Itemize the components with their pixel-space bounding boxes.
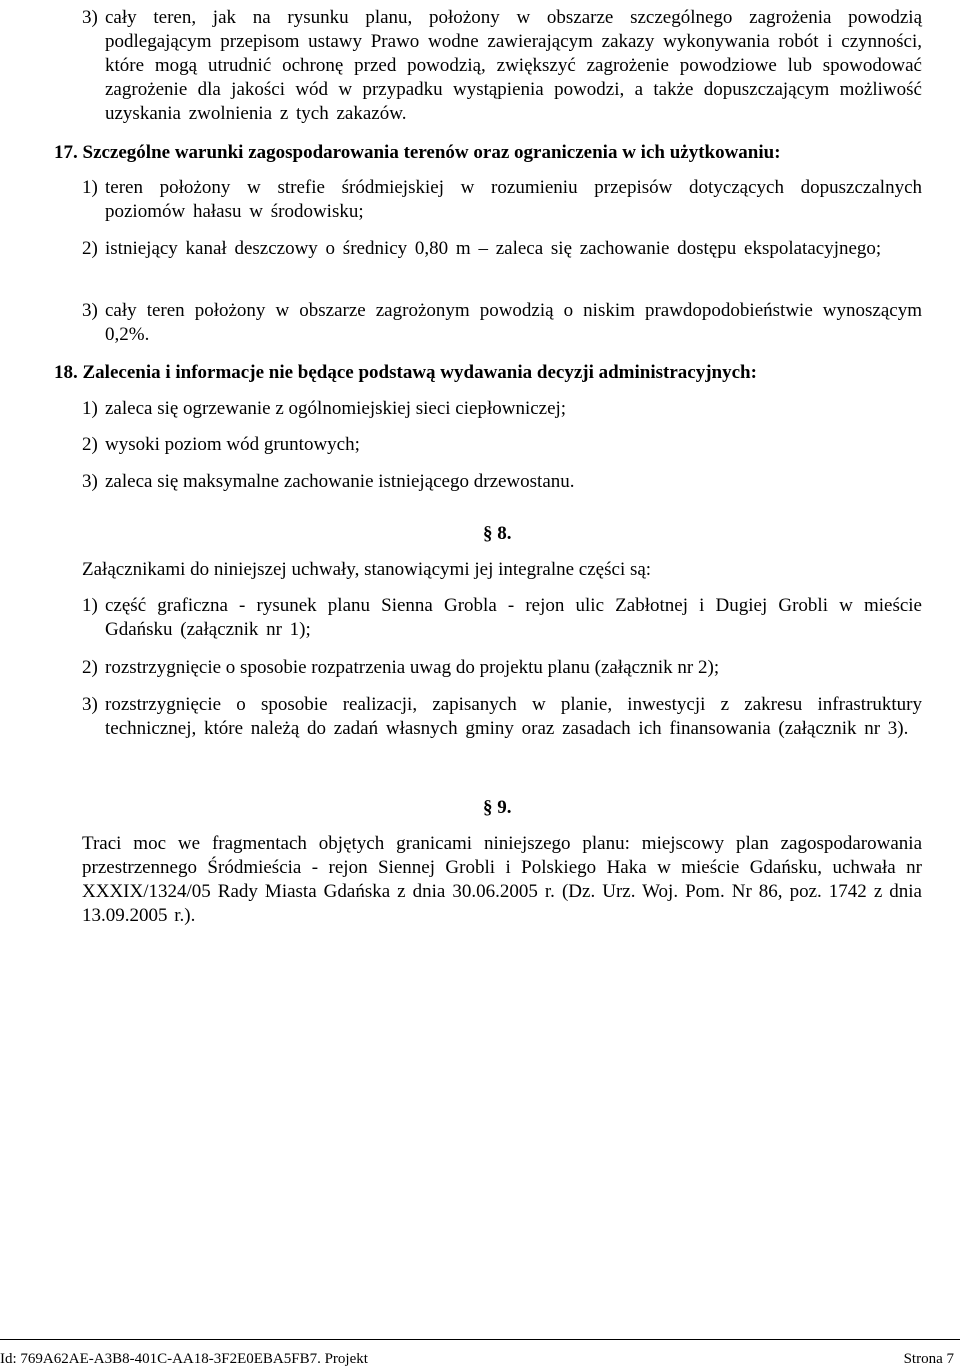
item-text: zaleca się maksymalne zachowanie istniejącego drzewostanu.	[105, 471, 575, 492]
item-number: 2)	[82, 434, 98, 455]
section-17-item-2	[82, 237, 922, 261]
item-number: 3)	[82, 694, 98, 715]
item-text: rozstrzygnięcie o sposobie realizacji, zapisanych w planie, inwestycji z zakresu infrastruktury technicznej, które należą do zadań własnych gminy oraz zasadach ich finansowania (załącznik nr 3).	[105, 694, 922, 739]
item-number: 3)	[82, 300, 98, 321]
list-item-top-3	[82, 6, 922, 126]
item-text: cały teren, jak na rysunku planu, położony w obszarze szczególnego zagrożenia powodzią podlegającym przepisom ustawy Prawo wodne zawierającym zakazy wykonywania robót i czynności, które mogą utrudnić ochronę przed powodzią, zwiększyć zagrożenie powodziowe lub spowodować zagrożenie dla jakości wód w przypadku wystąpienia powodzi, a także dopuszczającym możliwość uzyskania zwolnienia z tych zakazów.	[105, 7, 922, 124]
section-17-heading: 17. Szczególne warunki zagospodarowania terenów oraz ograniczenia w ich użytkowaniu:	[54, 142, 781, 163]
paragraph-8-intro: Załącznikami do niniejszej uchwały, stanowiącymi jej integralne części są:	[82, 559, 652, 580]
document-id: Id: 769A62AE-A3B8-401C-AA18-3F2E0EBA5FB7. Projekt	[0, 1351, 368, 1367]
section-17-item-3	[82, 299, 922, 347]
page-number: Strona 7	[903, 1351, 954, 1367]
footer-divider	[0, 1339, 960, 1340]
item-number: 2)	[82, 657, 98, 678]
item-text: zaleca się ogrzewanie z ogólnomiejskiej sieci ciepłowniczej;	[105, 398, 567, 419]
paragraph-8-item-3	[82, 693, 922, 741]
item-number: 1)	[82, 595, 98, 616]
section-18-item-2	[82, 433, 922, 457]
item-text: cały teren położony w obszarze zagrożonym powodzią o niskim prawdopodobieństwie wynoszącym 0,2%.	[105, 300, 922, 345]
paragraph-8-item-1	[82, 594, 922, 642]
paragraph-8-mark: § 8.	[483, 523, 512, 544]
item-text: istniejący kanał deszczowy o średnicy 0,80 m – zaleca się zachowanie dostępu ekspolatacyjnego;	[105, 238, 882, 259]
item-text: rozstrzygnięcie o sposobie rozpatrzenia uwag do projektu planu (załącznik nr 2);	[105, 657, 720, 678]
item-number: 3)	[82, 7, 98, 28]
item-number: 1)	[82, 177, 98, 198]
paragraph-9-mark: § 9.	[483, 797, 512, 818]
section-18-item-1	[82, 397, 922, 421]
item-text: teren położony w strefie śródmiejskiej w rozumieniu przepisów dotyczących dopuszczalnych poziomów hałasu w środowisku;	[105, 177, 922, 222]
section-17-item-1	[82, 176, 922, 224]
paragraph-9-text: Traci moc we fragmentach objętych granicami niniejszego planu: miejscowy plan zagospodarowania przestrzennego Śródmieścia - rejon Siennej Grobli i Polskiego Haka w mieście Gdańsku, uchwała nr XXXIX/1324/05 Rady Miasta Gdańska z dnia 30.06.2005 r. (Dz. Urz. Woj. Pom. Nr 86, poz. 1742 z dnia 13.09.2005 r.).	[82, 833, 922, 926]
section-18-item-3	[82, 470, 922, 494]
section-18-heading: 18. Zalecenia i informacje nie będące podstawą wydawania decyzji administracyjnych:	[54, 362, 757, 383]
item-text: część graficzna - rysunek planu Sienna Grobla - rejon ulic Zabłotnej i Dugiej Grobli w mieście Gdańsku (załącznik nr 1);	[105, 595, 922, 640]
item-number: 1)	[82, 398, 98, 419]
item-number: 3)	[82, 471, 98, 492]
item-number: 2)	[82, 238, 98, 259]
item-text: wysoki poziom wód gruntowych;	[105, 434, 360, 455]
paragraph-8-item-2	[82, 656, 922, 680]
